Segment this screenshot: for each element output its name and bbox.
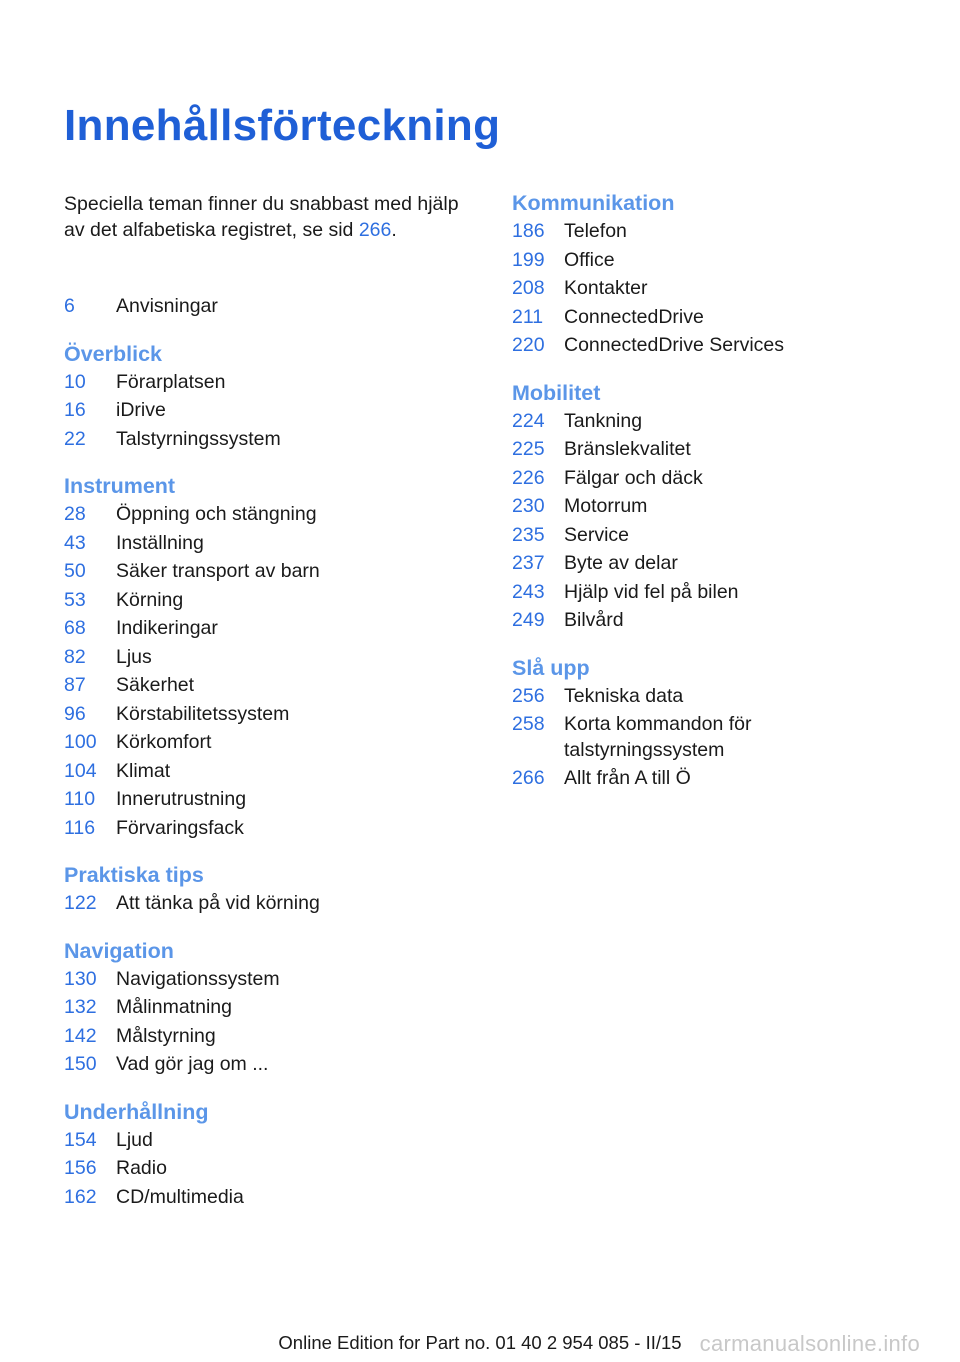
- toc-page-number[interactable]: 142: [64, 1024, 97, 1047]
- toc-entry[interactable]: [64, 787, 484, 813]
- toc-section: [512, 380, 932, 634]
- toc-page-number[interactable]: 87: [64, 674, 86, 696]
- toc-entry[interactable]: [64, 891, 484, 917]
- toc-entry-label: Att tänka på vid körning: [116, 892, 320, 914]
- toc-entry-label: Motorrum: [564, 495, 648, 517]
- toc-entry-label: Service: [564, 523, 630, 546]
- toc-page-number[interactable]: 258: [512, 713, 545, 735]
- toc-entry-label: Indikeringar: [116, 617, 218, 639]
- section-heading: Underhållning: [64, 1099, 209, 1124]
- toc-entry-label: ConnectedDrive: [564, 305, 704, 328]
- toc-entry-label: iDrive: [116, 399, 166, 421]
- toc-entry-label: Körkomfort: [116, 731, 212, 753]
- toc-page-number[interactable]: 249: [512, 609, 545, 631]
- toc-page-number[interactable]: 150: [64, 1053, 97, 1075]
- toc-page-number[interactable]: 50: [64, 560, 86, 582]
- toc-page-number[interactable]: 82: [64, 645, 86, 668]
- toc-entry-label: Målinmatning: [116, 996, 232, 1018]
- toc-page-number[interactable]: 104: [64, 759, 97, 782]
- toc-section: [64, 1099, 484, 1211]
- toc-entry[interactable]: [64, 616, 484, 642]
- toc-entry-label: Körning: [116, 588, 184, 611]
- toc-entry-label: Byte av delar: [564, 552, 678, 574]
- toc-entry[interactable]: [512, 248, 932, 274]
- toc-entry-label: CD/multimedia: [116, 1185, 244, 1208]
- toc-page-number[interactable]: 132: [64, 996, 97, 1018]
- toc-page-number[interactable]: 211: [512, 305, 544, 328]
- toc-page-number[interactable]: 154: [64, 1128, 97, 1151]
- toc-entry[interactable]: [512, 437, 932, 463]
- toc-page-number[interactable]: 16: [64, 399, 86, 421]
- toc-page-number[interactable]: 68: [64, 617, 86, 639]
- toc-page-number[interactable]: 237: [512, 552, 545, 574]
- toc-entry-label: Office: [564, 248, 615, 271]
- toc-entry[interactable]: [64, 967, 484, 993]
- toc-entry-label: Bilvård: [564, 609, 624, 631]
- toc-entry-label: Korta kommandon för talstyrningssystem: [564, 713, 752, 761]
- toc-page-number[interactable]: 230: [512, 495, 545, 517]
- toc-entry-label: Målstyrning: [116, 1024, 216, 1047]
- intro-suffix: .: [391, 219, 397, 241]
- toc-section: [512, 655, 932, 792]
- toc-entry[interactable]: [64, 559, 484, 585]
- section-heading: Slå upp: [512, 655, 590, 680]
- toc-entry[interactable]: [64, 502, 484, 528]
- intro-text: [64, 191, 484, 243]
- section-heading: Praktiska tips: [64, 863, 204, 887]
- toc-entry-label: Körstabilitetssystem: [116, 702, 290, 725]
- toc-entry[interactable]: [512, 409, 932, 435]
- toc-entry[interactable]: [64, 294, 484, 320]
- toc-page-number[interactable]: 100: [64, 731, 97, 753]
- toc-entry-label: ConnectedDrive Services: [564, 334, 785, 356]
- toc-page-number[interactable]: 162: [64, 1185, 97, 1208]
- toc-entry[interactable]: [64, 588, 484, 614]
- section-heading: Mobilitet: [512, 380, 601, 405]
- toc-entry-label: Säkerhet: [116, 674, 195, 696]
- toc-page-number[interactable]: 96: [64, 702, 86, 725]
- intro-page-link[interactable]: 266: [358, 219, 392, 241]
- toc-page-number[interactable]: 116: [64, 816, 96, 839]
- toc-entry-label: Hjälp vid fel på bilen: [564, 580, 739, 603]
- toc-entry[interactable]: [512, 305, 932, 331]
- toc-entry[interactable]: [64, 398, 484, 424]
- toc-entry-label: Innerutrustning: [116, 788, 247, 810]
- toc-entry[interactable]: [512, 276, 932, 302]
- toc-entry[interactable]: [512, 333, 932, 359]
- toc-page-number[interactable]: 156: [64, 1157, 97, 1179]
- toc-entry[interactable]: [64, 370, 484, 396]
- toc-entry-label: Klimat: [116, 759, 171, 782]
- toc-section: [512, 190, 932, 359]
- toc-entry-label: Öppning och stängning: [116, 503, 317, 525]
- toc-entry-label: Tankning: [564, 409, 643, 432]
- toc-page-number[interactable]: 266: [512, 767, 545, 789]
- toc-entry[interactable]: [512, 494, 932, 520]
- toc-section: [64, 862, 484, 917]
- toc-page-number[interactable]: 122: [64, 892, 97, 914]
- toc-page-number[interactable]: 224: [512, 409, 545, 432]
- toc-entry-label: Kontakter: [564, 277, 648, 299]
- toc-entry[interactable]: [512, 766, 932, 792]
- toc-entry-label: Förarplatsen: [116, 370, 226, 393]
- toc-entry-label: Anvisningar: [116, 295, 218, 317]
- toc-entry-label: Ljud: [116, 1128, 153, 1151]
- toc-entry[interactable]: [64, 427, 484, 453]
- toc-entry[interactable]: [64, 645, 484, 671]
- toc-entry[interactable]: [64, 702, 484, 728]
- toc-page-number[interactable]: 199: [512, 248, 545, 271]
- toc-entry[interactable]: [64, 1128, 484, 1154]
- toc-entry-label: Allt från A till Ö: [564, 767, 691, 789]
- toc-entry[interactable]: [512, 712, 932, 763]
- toc-entry[interactable]: [64, 816, 484, 842]
- toc-page-number[interactable]: 225: [512, 438, 545, 460]
- toc-page-number[interactable]: 43: [64, 531, 86, 554]
- toc-entry[interactable]: [64, 1024, 484, 1050]
- toc-page-number[interactable]: 235: [512, 523, 545, 546]
- intro-body: Speciella teman finner du snabbast med hjälp av det alfabetiska registret, se sid: [64, 193, 459, 241]
- toc-page-number[interactable]: 208: [512, 277, 545, 299]
- toc-entry-label: Fälgar och däck: [564, 466, 703, 489]
- toc-section: [64, 341, 484, 453]
- toc-entry[interactable]: [64, 673, 484, 699]
- toc-entry-label: Bränslekvalitet: [564, 438, 691, 460]
- toc-entry[interactable]: [64, 1052, 484, 1078]
- toc-entry-label: Radio: [116, 1157, 167, 1179]
- toc-page-number[interactable]: 186: [512, 220, 545, 242]
- toc-section: [64, 938, 484, 1078]
- toc-entry[interactable]: [64, 1156, 484, 1182]
- section-heading: Överblick: [64, 341, 162, 366]
- footer-edition: Online Edition for Part no. 01 40 2 954 085 - II/15: [278, 1332, 682, 1353]
- toc-entry[interactable]: [512, 608, 932, 634]
- toc-entry-label: Talstyrningssystem: [116, 427, 281, 450]
- toc-entry-label: Navigationssystem: [116, 967, 280, 990]
- toc-entry[interactable]: [64, 759, 484, 785]
- toc-page-number[interactable]: 256: [512, 684, 545, 707]
- toc-right-column: [512, 190, 932, 795]
- section-heading: Kommunikation: [512, 191, 675, 215]
- toc-entry[interactable]: [64, 1185, 484, 1211]
- toc-entry[interactable]: [512, 523, 932, 549]
- toc-page-number[interactable]: 110: [64, 788, 96, 810]
- toc-section: [64, 473, 484, 841]
- toc-page-number[interactable]: 130: [64, 967, 97, 990]
- toc-entry[interactable]: [512, 580, 932, 606]
- toc-entry-label: Telefon: [564, 220, 627, 242]
- toc-entry[interactable]: [64, 995, 484, 1021]
- toc-page-number[interactable]: 226: [512, 466, 545, 489]
- toc-page-number[interactable]: 6: [64, 295, 75, 317]
- toc-page-number[interactable]: 22: [64, 427, 86, 450]
- toc-entry-label: Ljus: [116, 645, 152, 668]
- section-heading: Instrument: [64, 474, 176, 498]
- page-title: Innehållsförteckning: [64, 101, 501, 150]
- toc-page-number[interactable]: 28: [64, 503, 86, 525]
- toc-entry[interactable]: [512, 551, 932, 577]
- toc-left-column: [64, 294, 484, 1213]
- toc-entry[interactable]: [64, 730, 484, 756]
- toc-page-number[interactable]: 243: [512, 580, 545, 603]
- toc-page-number[interactable]: 220: [512, 334, 545, 356]
- toc-entry[interactable]: [64, 531, 484, 557]
- toc-page-number[interactable]: 53: [64, 588, 86, 611]
- toc-entry-label: Säker transport av barn: [116, 560, 320, 582]
- watermark: carmanualsonline.info: [699, 1331, 920, 1356]
- toc-entry-label: Inställning: [116, 531, 204, 554]
- toc-section: [64, 294, 484, 320]
- toc-entry[interactable]: [512, 219, 932, 245]
- toc-entry-label: Förvaringsfack: [116, 816, 244, 839]
- toc-entry-label: Vad gör jag om ...: [116, 1053, 269, 1075]
- section-heading: Navigation: [64, 938, 174, 963]
- toc-page-number[interactable]: 10: [64, 370, 86, 393]
- toc-entry[interactable]: [512, 466, 932, 492]
- toc-entry[interactable]: [512, 684, 932, 710]
- toc-entry-label: Tekniska data: [564, 684, 684, 707]
